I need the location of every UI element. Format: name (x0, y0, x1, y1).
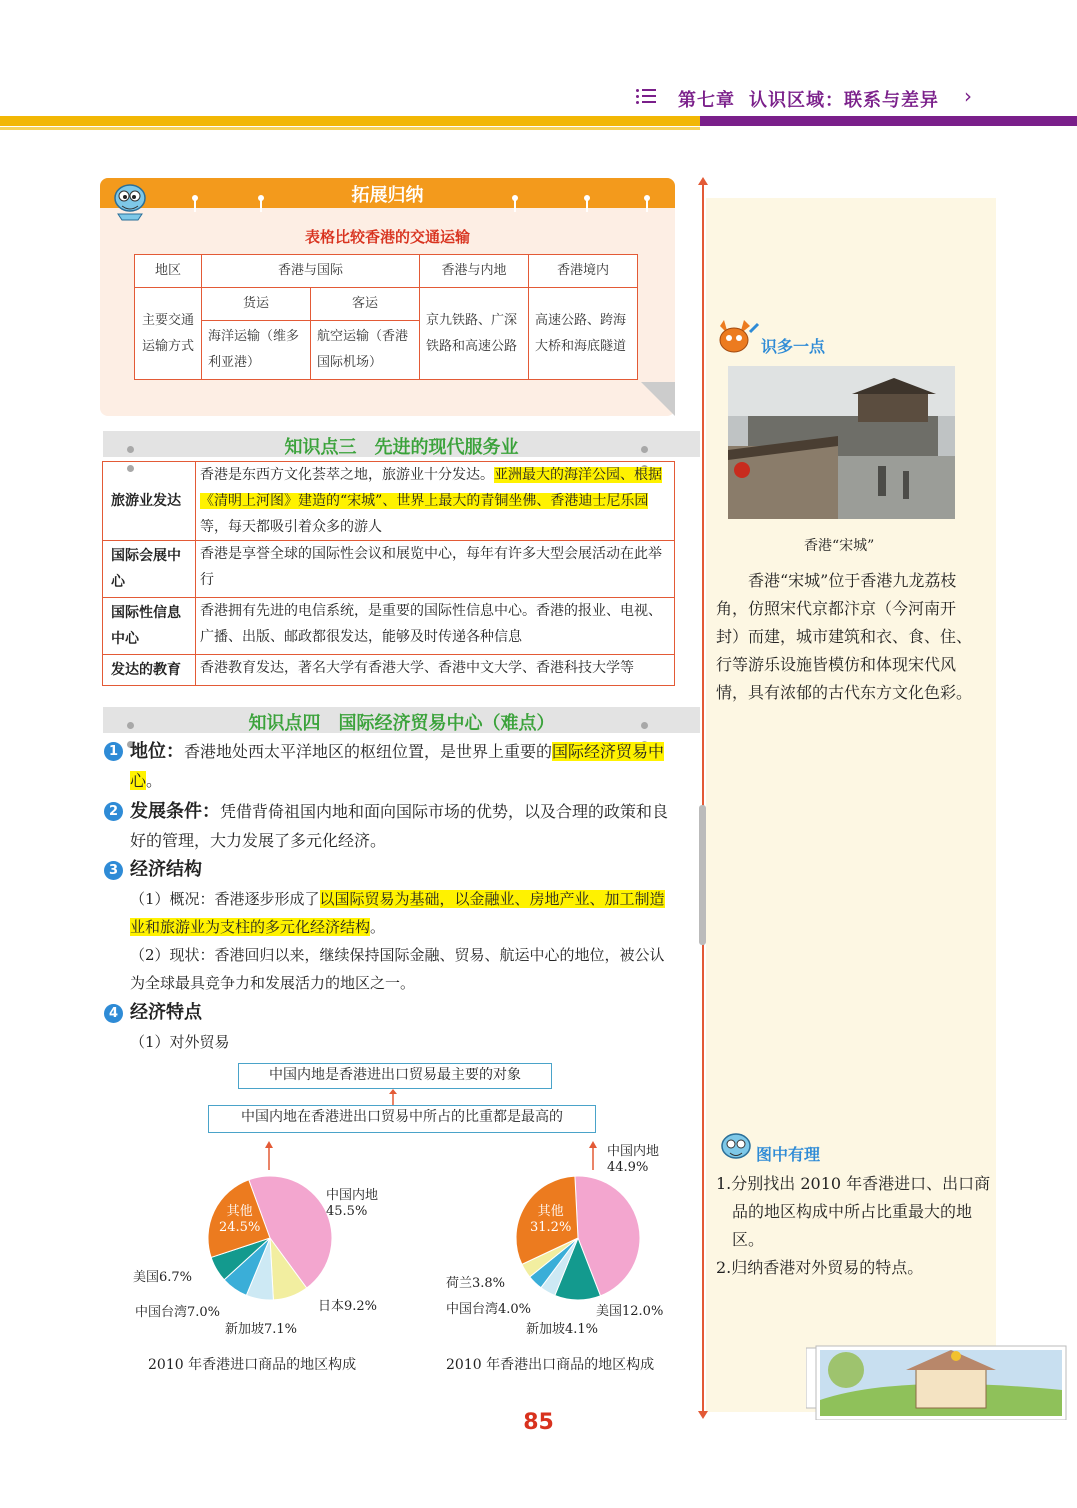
section-title: 知识点四 国际经济贸易中心（难点） (248, 713, 555, 734)
export-pie-chart (508, 1168, 648, 1308)
text: （1）概况：香港逐步形成了 (130, 890, 320, 908)
item-conditions (130, 797, 678, 855)
row-label: 发达的教育 (103, 655, 196, 686)
export-chart-title: 2010 年香港出口商品的地区构成 (446, 1357, 655, 1373)
table-header: 香港与内地 (420, 255, 529, 288)
highlight-text: 国际经济贸易中心 (130, 742, 665, 790)
item-head: 经济特点 (130, 1002, 202, 1023)
table-cell: 海洋运输（维多利亚港） (202, 321, 311, 380)
question-1: 1.分别找出 2010 年香港进口、出口商品的地区构成中所占比重最大的地区。 (716, 1174, 991, 1249)
row-text: 香港是享誉全球的国际性会议和展览中心，每年有许多大型会展活动在此举行 (196, 541, 675, 598)
pin-icon (586, 198, 588, 212)
diagram-box: 中国内地是香港进出口贸易最主要的对象 (238, 1063, 552, 1089)
pie-label: 美国6.7% (133, 1270, 193, 1285)
header-bar-purple (700, 116, 1077, 126)
arrow-up-icon (586, 1140, 600, 1170)
number-badge: 1 (104, 742, 123, 761)
dots-icon (641, 714, 671, 724)
structure-status: （2）现状：香港回归以来，继续保持国际金融、贸易、航运中心的地位，被公认为全球最具竞争力和发展活力的地区之一。 (130, 946, 665, 992)
table-header: 香港与国际 (202, 255, 420, 288)
item-head: 经济结构 (130, 859, 202, 880)
fox-mascot-icon (714, 318, 760, 358)
row-label: 国际性信息中心 (103, 598, 196, 655)
text: 香港是东西方文化荟萃之地，旅游业十分发达。 (200, 467, 494, 483)
pie-label: 荷兰3.8% (446, 1276, 506, 1291)
decorative-scenery (806, 1340, 1076, 1420)
pie-label: 美国12.0% (596, 1304, 664, 1319)
pie-label: 中国台湾7.0% (135, 1305, 221, 1320)
number-badge: 2 (104, 802, 123, 821)
row-label: 国际会展中心 (103, 541, 196, 598)
pin-icon (514, 198, 516, 212)
item-head: 发展条件： (130, 801, 220, 822)
pie-label: 其他 31.2% (530, 1204, 572, 1235)
pie-label: 其他 24.5% (219, 1204, 261, 1235)
row-text: 香港拥有先进的电信系统，是重要的国际性信息中心。香港的报业、电视、广播、出版、邮政都很发达，能够及时传递各种信息 (196, 598, 675, 655)
divider (702, 184, 704, 1414)
pie-label: 中国台湾4.0% (446, 1302, 532, 1317)
header-bar-thin (0, 127, 700, 130)
chapter-title: 认识区域：联系与差异 (749, 90, 939, 111)
row-text: 香港教育发达，著名大学有香港大学、香港中文大学、香港科技大学等 (196, 655, 675, 686)
header-bar-yellow (0, 116, 700, 126)
learn-more-heading: 识多一点 (761, 337, 826, 356)
item-status (130, 737, 678, 795)
mascot-icon (716, 1126, 756, 1166)
item-text: 香港地处西太平洋地区的枢纽位置，是世界上重要的 (184, 742, 553, 761)
table-row-label: 主要交通运输方式 (135, 288, 202, 380)
text: 等，每天都吸引着众多的游人 (200, 519, 382, 535)
trade-label: （1）对外贸易 (130, 1033, 230, 1051)
triangle-up-icon (697, 176, 709, 186)
table-header: 香港境内 (529, 255, 638, 288)
pie-label: 中国内地 44.9% (607, 1144, 660, 1175)
scrollbar[interactable] (699, 805, 706, 945)
question-2: 2.归纳香港对外贸易的特点。 (716, 1258, 924, 1277)
expand-summary-box (100, 178, 675, 416)
song-city-photo (728, 366, 955, 519)
section-title: 知识点三 先进的现代服务业 (284, 437, 519, 458)
photo-caption: 香港“宋城” (804, 538, 875, 554)
number-badge: 3 (104, 861, 123, 880)
text: 。 (370, 918, 386, 936)
chapter-number: 第七章 (678, 90, 735, 111)
pie-label: 新加坡4.1% (526, 1322, 599, 1337)
section-header (103, 707, 700, 733)
section-header (103, 431, 700, 457)
table-subheader: 客运 (311, 288, 420, 321)
diagram-box: 中国内地在香港进出口贸易中所占的比重都是最高的 (208, 1105, 596, 1133)
table-cell: 航空运输（香港国际机场） (311, 321, 420, 380)
transport-table (134, 254, 638, 380)
import-chart-title: 2010 年香港进口商品的地区构成 (148, 1357, 357, 1373)
expand-title-bar (100, 178, 675, 208)
pin-icon (194, 198, 196, 212)
page-number: 85 (523, 1410, 554, 1435)
expand-title: 拓展归纳 (351, 185, 424, 206)
arrow-up-icon (386, 1088, 400, 1106)
page-fold (641, 382, 675, 416)
item-text: 凭借背倚祖国内地和面向国际市场的优势，以及合理的政策和良好的管理，大力发展了多元化经济。 (130, 802, 669, 850)
item-head: 地位： (130, 741, 184, 762)
mascot-icon (108, 178, 154, 222)
number-badge: 4 (104, 1004, 123, 1023)
pie-label: 日本9.2% (318, 1299, 378, 1314)
pie-label: 中国内地 45.5% (326, 1188, 379, 1219)
table-cell: 京九铁路、广深铁路和高速公路 (420, 288, 529, 380)
highlight-text: 以国际贸易为基础，以金融业、房地产业、加工制造业和旅游业为支柱的多元化经济结构 (130, 890, 665, 936)
menu-list-icon[interactable] (636, 88, 656, 106)
pin-icon (260, 198, 262, 212)
table-subheader: 货运 (202, 288, 311, 321)
dots-icon (641, 438, 671, 448)
table-cell: 高速公路、跨海大桥和海底隧道 (529, 288, 638, 380)
import-pie-chart (200, 1168, 340, 1308)
pie-label: 新加坡7.1% (225, 1322, 298, 1337)
structure-overview (130, 885, 678, 941)
services-table (102, 461, 675, 686)
figure-reasoning-heading: 图中有理 (756, 1145, 821, 1164)
learn-more-text: 香港“宋城”位于香港九龙荔枝角，仿照宋代京都汴京（今河南开封）而建，城市建筑和衣、食、住、行等游乐设施皆模仿和体现宋代风情，具有浓郁的古代东方文化色彩。 (716, 571, 973, 702)
chevron-right-icon[interactable]: › (964, 84, 972, 108)
pin-icon (646, 198, 648, 212)
item-text: 。 (146, 771, 163, 790)
highlight-text: 亚洲最大的海洋公园、根据《清明上河图》建造的“宋城”、世界上最大的青铜坐佛、香港迪士尼乐园 (200, 467, 662, 509)
arrow-up-icon (262, 1140, 276, 1170)
row-label: 旅游业发达 (103, 462, 196, 541)
expand-subtitle: 表格比较香港的交通运输 (304, 228, 470, 246)
table-header: 地区 (135, 255, 202, 288)
chapter-header (678, 86, 939, 112)
row-text (196, 462, 675, 541)
